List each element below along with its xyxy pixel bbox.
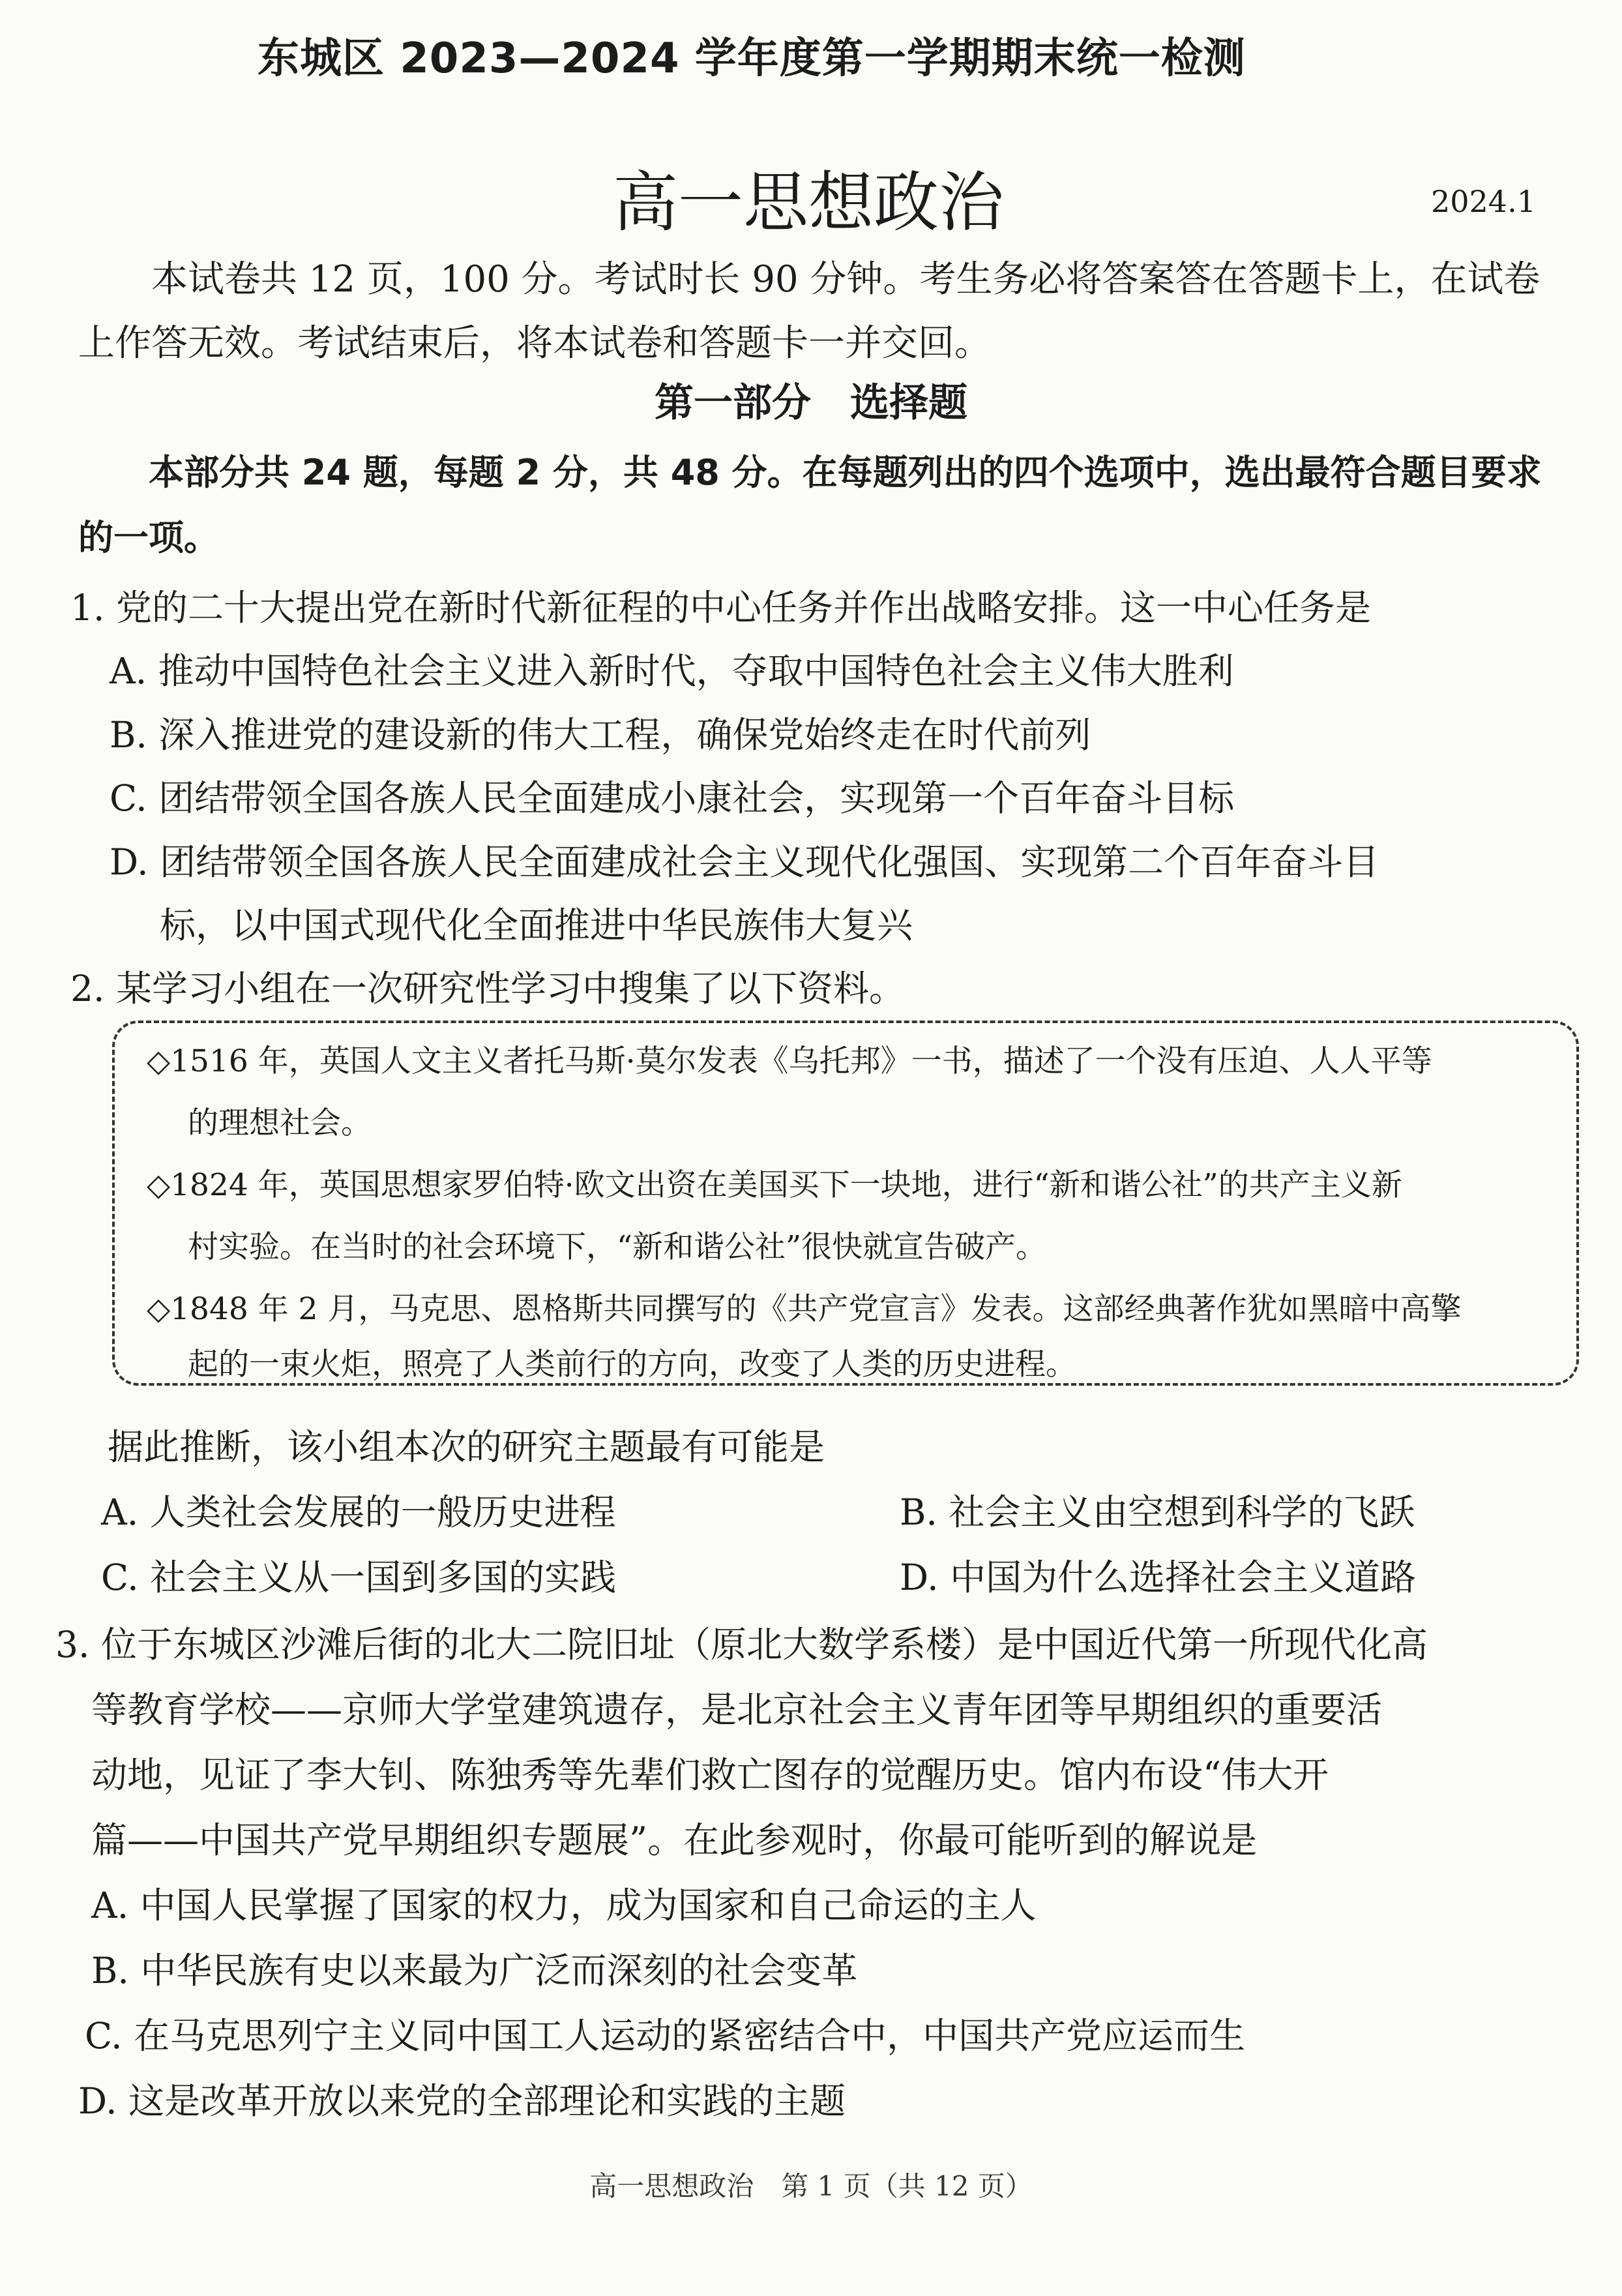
page-footer: 高一思想政治 第 1 页（共 12 页） bbox=[589, 2170, 1033, 2202]
exam-title: 东城区 2023—2024 学年度第一学期期末统一检测 bbox=[258, 35, 1246, 83]
q1-option-c: C. 团结带领全国各族人民全面建成小康社会，实现第一个百年奋斗目标 bbox=[110, 777, 1235, 819]
q3-stem-line: 等教育学校——京师大学堂建筑遗存，是北京社会主义青年团等早期组织的重要活 bbox=[91, 1689, 1383, 1731]
q2-material-line: ◇1848 年 2 月，马克思、恩格斯共同撰写的《共产党宣言》发表。这部经典著作犹如黑暗中高擎 bbox=[147, 1291, 1462, 1327]
q3-stem-line: 3. 位于东城区沙滩后街的北大二院旧址（原北大数学系楼）是中国近代第一所现代化高 bbox=[55, 1624, 1428, 1665]
q1-option-d-line1: D. 团结带领全国各族人民全面建成社会主义现代化强国、实现第二个百年奋斗目 bbox=[110, 841, 1379, 883]
section-instructions: 本部分共 24 题，每题 2 分，共 48 分。在每题列出的四个选项中，选出最符合题目要求的一项。 bbox=[78, 452, 1542, 558]
q2-stem: 2. 某学习小组在一次研究性学习中搜集了以下资料。 bbox=[70, 968, 905, 1009]
exam-instructions: 本试卷共 12 页，100 分。考试时长 90 分钟。考生务必将答案答在答题卡上，在试卷上作答无效。考试结束后，将本试卷和答题卡一并交回。 bbox=[78, 258, 1541, 365]
q2-material-line: ◇1516 年，英国人文主义者托马斯·莫尔发表《乌托邦》一书，描述了一个没有压迫、人人平等 bbox=[147, 1043, 1432, 1079]
q3-stem-line: 篇——中国共产党早期组织专题展”。在此参观时，你最可能听到的解说是 bbox=[91, 1819, 1258, 1861]
q2-material-line: 的理想社会。 bbox=[188, 1105, 372, 1141]
q3-option-d: D. 这是改革开放以来党的全部理论和实践的主题 bbox=[78, 2080, 846, 2122]
q1-option-d-line2: 标，以中国式现代化全面推进中华民族伟大复兴 bbox=[160, 904, 913, 946]
q2-material-line: ◇1824 年，英国思想家罗伯特·欧文出资在美国买下一块地，进行“新和谐公社”的共产主义新 bbox=[147, 1167, 1402, 1203]
q1-option-a: A. 推动中国特色社会主义进入新时代，夺取中国特色社会主义伟大胜利 bbox=[110, 650, 1234, 692]
subject-title: 高一思想政治 bbox=[613, 164, 1004, 241]
q3-option-b: B. 中华民族有史以来最为广泛而深刻的社会变革 bbox=[91, 1950, 858, 1991]
q2-material-line: 起的一束火炬，照亮了人类前行的方向，改变了人类的历史进程。 bbox=[188, 1347, 1076, 1382]
q3-stem-line: 动地，见证了李大钊、陈独秀等先辈们救亡图存的觉醒历史。馆内布设“伟大开 bbox=[91, 1754, 1329, 1796]
q2-option-b: B. 社会主义由空想到科学的飞跃 bbox=[900, 1491, 1415, 1533]
q2-question: 据此推断，该小组本次的研究主题最有可能是 bbox=[108, 1426, 825, 1468]
exam-date: 2024.1 bbox=[1431, 184, 1536, 219]
q1-option-b: B. 深入推进党的建设新的伟大工程，确保党始终走在时代前列 bbox=[110, 714, 1091, 756]
section-title: 第一部分 选择题 bbox=[655, 380, 967, 426]
q1-stem: 1. 党的二十大提出党在新时代新征程的中心任务并作出战略安排。这一中心任务是 bbox=[70, 587, 1371, 629]
q2-option-a: A. 人类社会发展的一般历史进程 bbox=[101, 1491, 616, 1533]
q2-option-d: D. 中国为什么选择社会主义道路 bbox=[900, 1557, 1417, 1598]
q2-material-line: 村实验。在当时的社会环境下，“新和谐公社”很快就宣告破产。 bbox=[188, 1229, 1047, 1265]
q2-option-c: C. 社会主义从一国到多国的实践 bbox=[101, 1557, 617, 1598]
q3-option-c: C. 在马克思列宁主义同中国工人运动的紧密结合中，中国共产党应运而生 bbox=[85, 2015, 1246, 2057]
q3-option-a: A. 中国人民掌握了国家的权力，成为国家和自己命运的主人 bbox=[91, 1885, 1037, 1926]
